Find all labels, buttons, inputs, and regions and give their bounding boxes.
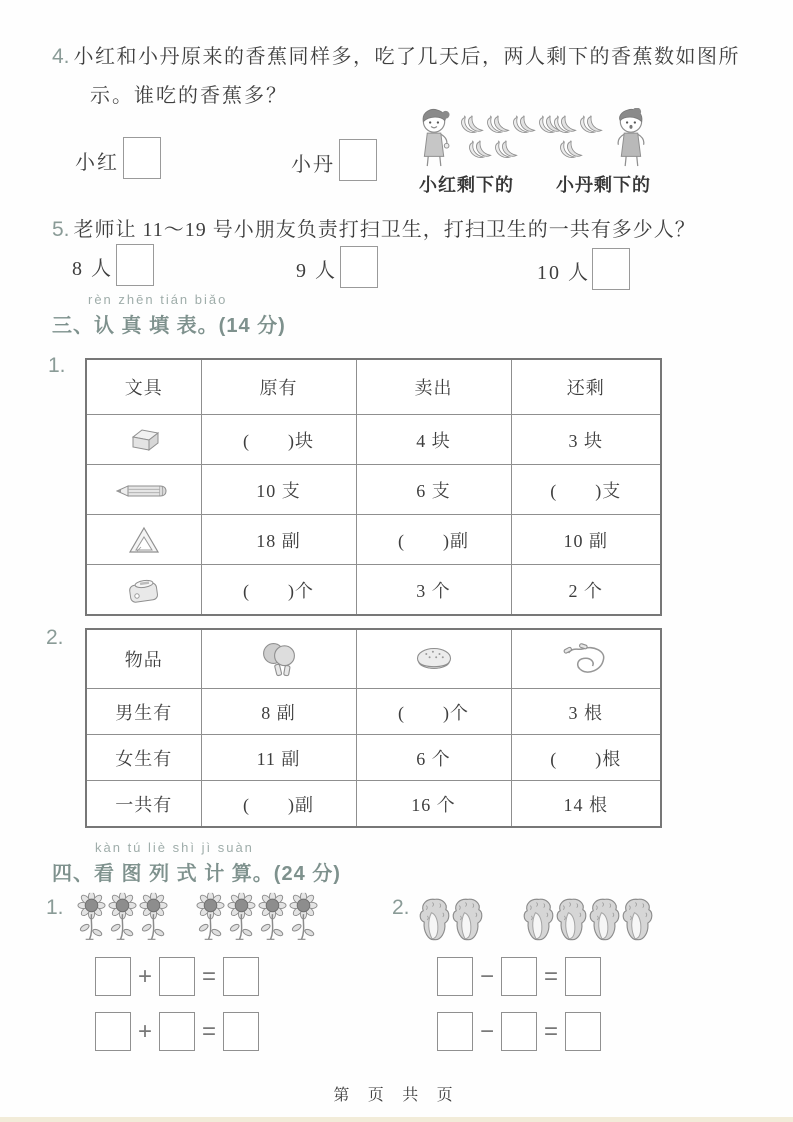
cabbage-picture — [418, 896, 654, 944]
xiaohong-caption: 小红剩下的 — [419, 175, 514, 195]
blank-cell[interactable]: ( )副 — [201, 781, 356, 828]
sunflower-icon — [107, 892, 138, 944]
cabbage-icon — [418, 896, 451, 944]
table-row — [86, 415, 661, 465]
section-3-pinyin: rèn zhēn tián biǎo — [88, 292, 228, 307]
section-4-pinyin: kàn tú liè shì jì suàn — [95, 840, 254, 855]
value-cell: 6 个 — [356, 735, 511, 781]
equation-box[interactable] — [223, 1012, 259, 1051]
page-bottom-edge — [0, 1117, 793, 1122]
option-9-label: 9 人 — [296, 260, 337, 282]
table1-header-original: 原有 — [201, 359, 356, 415]
cabbage-icon — [588, 896, 621, 944]
equation-box[interactable] — [565, 1012, 601, 1051]
value-cell: 3 根 — [511, 689, 661, 735]
equation-box[interactable] — [501, 1012, 537, 1051]
xiaodan-figure — [553, 108, 651, 168]
banana-bunch-icon — [486, 114, 512, 138]
banana-bunch-icon — [460, 114, 486, 138]
sunflower-group-right — [195, 892, 319, 944]
xiaodan-bananas — [553, 114, 605, 163]
section-3-title: 三、认 真 填 表。(14 分) — [52, 315, 286, 337]
banana-bunch-icon — [553, 114, 579, 138]
sunflower-icon — [226, 892, 257, 944]
question-4-line1 — [52, 40, 740, 69]
cabbage-icon — [451, 896, 484, 944]
cabbage-icon — [555, 896, 588, 944]
page-footer: 第 页 共 页 — [333, 1087, 460, 1104]
girl-bun-icon — [609, 108, 651, 168]
stationery-table — [85, 358, 662, 616]
equation-row — [95, 1012, 259, 1051]
problem-1-equations — [95, 957, 259, 1051]
table-2-label: 2. — [46, 626, 64, 649]
banana-bunch-icon — [579, 114, 605, 138]
xiaohong-figure — [414, 108, 564, 168]
xiaodan-caption: 小丹剩下的 — [556, 175, 651, 195]
equation-box[interactable] — [565, 957, 601, 996]
cabbage-group-left — [418, 896, 484, 944]
equation-row — [437, 1012, 601, 1051]
table-row — [86, 565, 661, 616]
minus-operator: − — [479, 1018, 494, 1045]
eraser-icon-cell — [86, 415, 201, 465]
equation-box[interactable] — [159, 1012, 195, 1051]
equals-sign: = — [543, 963, 558, 990]
blank-cell[interactable]: ( )支 — [511, 465, 661, 515]
sunflower-picture — [76, 892, 319, 944]
blank-cell[interactable]: ( )个 — [356, 689, 511, 735]
eraser-icon — [126, 427, 162, 453]
sunflower-icon — [195, 892, 226, 944]
value-cell: 6 支 — [356, 465, 511, 515]
girl-ponytail-icon — [414, 108, 456, 168]
blank-cell[interactable]: ( )块 — [201, 415, 356, 465]
row-label: 一共有 — [86, 781, 201, 828]
bread-icon — [412, 644, 456, 675]
question-4-number: 4. — [52, 45, 70, 68]
sunflower-icon — [288, 892, 319, 944]
value-cell: 16 个 — [356, 781, 511, 828]
sharpener-icon-cell — [86, 565, 201, 616]
blank-cell[interactable]: ( )副 — [356, 515, 511, 565]
equation-box[interactable] — [437, 957, 473, 996]
cabbage-icon — [522, 896, 555, 944]
table-row — [86, 689, 661, 735]
equation-row — [437, 957, 601, 996]
value-cell: 18 副 — [201, 515, 356, 565]
set-square-icon — [127, 525, 161, 555]
option-10-answer-box[interactable] — [592, 248, 630, 290]
value-cell: 10 副 — [511, 515, 661, 565]
question-4-line2: 示。谁吃的香蕉多？ — [90, 85, 288, 107]
table-row — [86, 735, 661, 781]
banana-bunch-icon — [512, 114, 538, 138]
sunflower-icon — [138, 892, 169, 944]
plus-operator: + — [137, 1018, 152, 1045]
table-row — [86, 515, 661, 565]
cabbage-group-right — [522, 896, 654, 944]
minus-operator: − — [479, 963, 494, 990]
xiaohong-answer-box[interactable] — [123, 137, 161, 179]
blank-cell[interactable]: ( )根 — [511, 735, 661, 781]
banana-bunch-icon — [494, 139, 520, 163]
equation-box[interactable] — [501, 957, 537, 996]
row-label: 女生有 — [86, 735, 201, 781]
problem-1-number: 1. — [46, 896, 64, 919]
problem-2-number: 2. — [392, 896, 410, 919]
equation-box[interactable] — [95, 957, 131, 996]
bread-icon-cell — [356, 629, 511, 689]
xiaodan-label: 小丹 — [291, 154, 335, 176]
option-10-label: 10 人 — [537, 262, 590, 284]
option-8-label: 8 人 — [72, 258, 113, 280]
section-4-title: 四、看 图 列 式 计 算。(24 分) — [52, 863, 341, 885]
question-4-text: 小红和小丹原来的香蕉同样多，吃了几天后，两人剩下的香蕉数如图所 — [73, 46, 741, 68]
pencil-icon-cell — [86, 465, 201, 515]
question-5-number: 5. — [52, 218, 70, 241]
table2-header-item: 物品 — [86, 629, 201, 689]
xiaohong-label: 小红 — [75, 152, 119, 174]
plus-operator: + — [137, 963, 152, 990]
value-cell: 14 根 — [511, 781, 661, 828]
table1-header-item: 文具 — [86, 359, 201, 415]
pingpong-paddles-icon-cell — [201, 629, 356, 689]
table-row — [86, 465, 661, 515]
value-cell: 8 副 — [201, 689, 356, 735]
sunflower-icon — [76, 892, 107, 944]
banana-bunch-icon — [559, 139, 585, 163]
pingpong-paddles-icon — [257, 641, 301, 677]
question-5-text: 老师让 11～19 号小朋友负责打扫卫生，打扫卫生的一共有多少人？ — [73, 219, 696, 241]
equals-sign: = — [543, 1018, 558, 1045]
question-5 — [52, 213, 696, 242]
equation-box[interactable] — [95, 1012, 131, 1051]
pencil-icon — [116, 483, 172, 499]
xiaohong-bananas — [460, 114, 564, 163]
table-1-label: 1. — [48, 354, 66, 377]
equation-box[interactable] — [159, 957, 195, 996]
equation-box[interactable] — [437, 1012, 473, 1051]
sunflower-group-left — [76, 892, 169, 944]
row-label: 男生有 — [86, 689, 201, 735]
jump-rope-icon-cell — [511, 629, 661, 689]
blank-cell[interactable]: ( )个 — [201, 565, 356, 616]
jump-rope-icon — [562, 642, 610, 677]
value-cell: 3 块 — [511, 415, 661, 465]
option-9-answer-box[interactable] — [340, 246, 378, 288]
cabbage-icon — [621, 896, 654, 944]
banana-bunch-icon — [468, 139, 494, 163]
equals-sign: = — [201, 1018, 216, 1045]
problem-2-equations — [437, 957, 601, 1051]
table1-header-sold: 卖出 — [356, 359, 511, 415]
equals-sign: = — [201, 963, 216, 990]
equation-box[interactable] — [223, 957, 259, 996]
table1-header-left: 还剩 — [511, 359, 661, 415]
option-8-answer-box[interactable] — [116, 244, 154, 286]
table-row — [86, 781, 661, 828]
equation-row — [95, 957, 259, 996]
xiaodan-answer-box[interactable] — [339, 139, 377, 181]
sunflower-icon — [257, 892, 288, 944]
set-square-icon-cell — [86, 515, 201, 565]
value-cell: 3 个 — [356, 565, 511, 616]
value-cell: 2 个 — [511, 565, 661, 616]
value-cell: 4 块 — [356, 415, 511, 465]
value-cell: 11 副 — [201, 735, 356, 781]
sharpener-icon — [126, 575, 162, 605]
items-count-table — [85, 628, 662, 828]
value-cell: 10 支 — [201, 465, 356, 515]
